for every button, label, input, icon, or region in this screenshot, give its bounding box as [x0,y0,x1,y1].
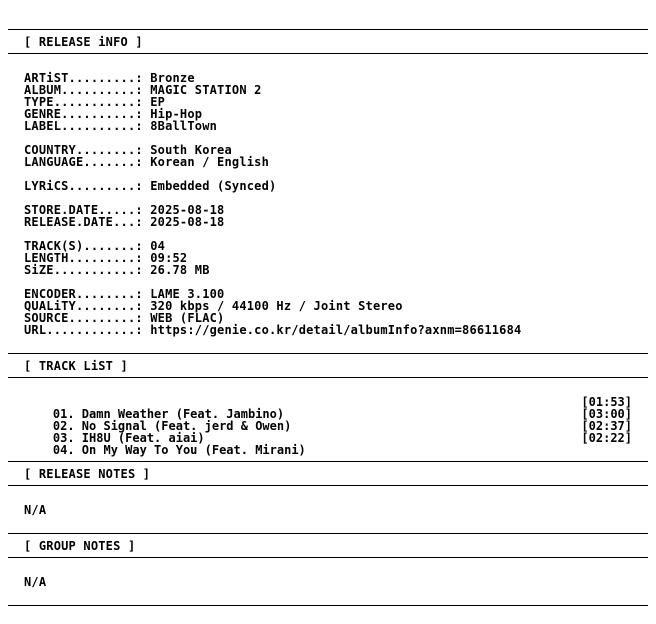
divider [8,533,648,534]
info-source: SOURCE.........: WEB (FLAC) [24,311,225,325]
divider [8,29,648,30]
track-duration: [03:00] [581,407,632,421]
track-duration: [02:22] [581,431,632,445]
section-header-release-info: [ RELEASE iNFO ] [24,35,143,49]
info-quality: QUALiTY........: 320 kbps / 44100 Hz / Joint Stereo [24,299,403,313]
info-release-date: RELEASE.DATE...: 2025-08-18 [24,215,225,229]
info-encoder: ENCODER........: LAME 3.100 [24,287,225,301]
divider [8,353,648,354]
info-url: URL............: https://genie.co.kr/detail/albumInfo?axnm=86611684 [24,323,522,337]
info-label: LABEL..........: 8BallTown [24,119,218,133]
info-length: LENGTH.........: 09:52 [24,251,188,265]
release-notes-text: N/A [24,503,47,517]
info-type: TYPE...........: EP [24,95,166,109]
divider [8,557,648,558]
info-store-date: STORE.DATE.....: 2025-08-18 [24,203,225,217]
divider [8,53,648,54]
group-notes-text: N/A [24,575,47,589]
divider [8,461,648,462]
track-title: 01. Damn Weather (Feat. Jambino) [52,407,285,421]
info-tracks: TRACK(S).......: 04 [24,239,166,253]
track-title: 04. On My Way To You (Feat. Mirani) [52,443,306,457]
section-header-track-list: [ TRACK LiST ] [24,359,128,373]
info-lyrics: LYRiCS.........: Embedded (Synced) [24,179,277,193]
track-title: 03. IH8U (Feat. aiai) [52,431,205,445]
info-artist: ARTiST.........: Bronze [24,71,195,85]
info-language: LANGUAGE.......: Korean / English [24,155,270,169]
section-header-group-notes: [ GROUP NOTES ] [24,539,136,553]
info-genre: GENRE..........: Hip-Hop [24,107,203,121]
section-header-release-notes: [ RELEASE NOTES ] [24,467,151,481]
track-duration: [01:53] [581,395,632,409]
divider [8,485,648,486]
info-country: COUNTRY........: South Korea [24,143,232,157]
info-album: ALBUM..........: MAGIC STATION 2 [24,83,262,97]
divider [8,377,648,378]
info-size: SiZE...........: 26.78 MB [24,263,210,277]
track-title: 02. No Signal (Feat. jerd & Owen) [52,419,292,433]
divider [8,605,648,606]
track-duration: [02:37] [581,419,632,433]
